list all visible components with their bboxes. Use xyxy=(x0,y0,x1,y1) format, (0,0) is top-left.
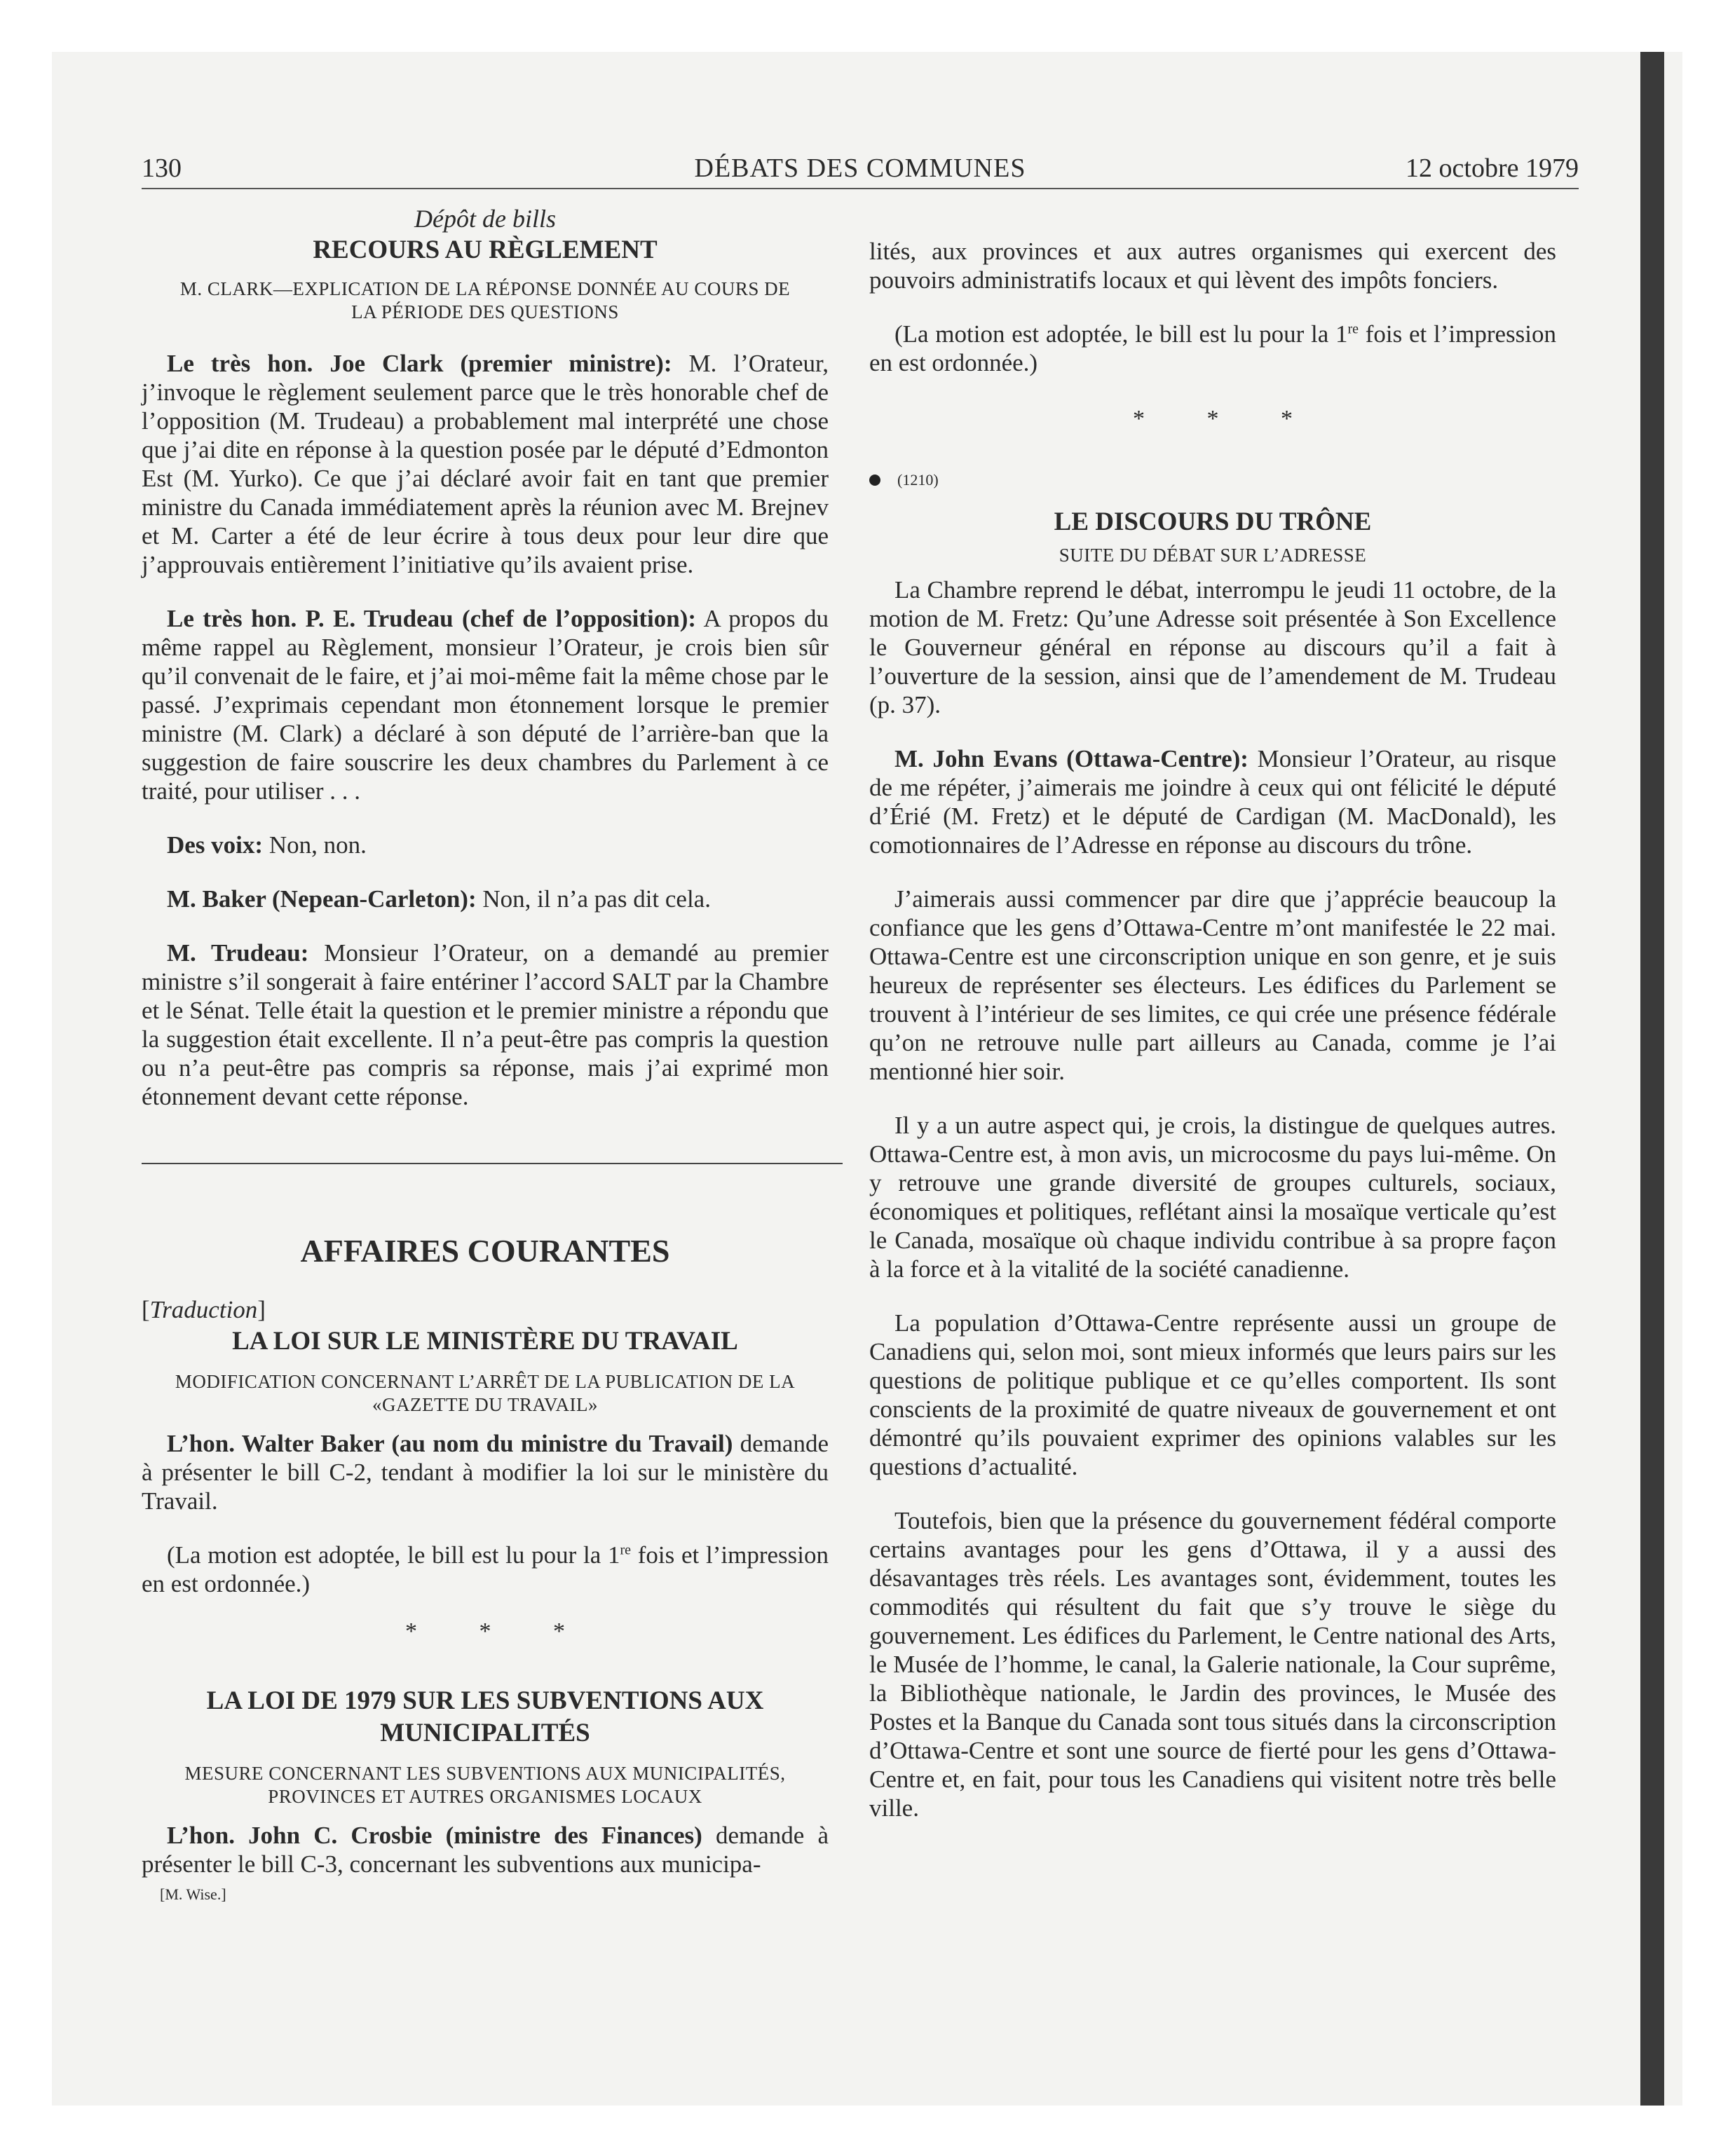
speaker-clark: Le très hon. Joe Clark (premier ministre): xyxy=(167,350,672,377)
subheading-gazette: MODIFICATION CONCERNANT L’ARRÊT DE LA PUBLICATION DE LA «GAZETTE DU TRAVAIL» xyxy=(175,1371,796,1415)
speaker-evans: M. John Evans (Ottawa-Centre): xyxy=(894,745,1248,772)
time-marker xyxy=(869,470,1556,491)
paragraph-confiance: J’aimerais aussi commencer par dire que j’apprécie beaucoup la confiance que les gens d’Ottawa-Centre m’ont manifestée le 22 mai. Ottawa-Centre est une circonscription unique en son genre, et je suis heureux de représenter ses électeurs. Les édifices du Parlement se trouvent à l’intérieur de ses limites, ce qui crée une présence fédérale qu’on ne retrouve nulle part ailleurs au Canada, comme je l’ai mentionné hier soir. xyxy=(869,885,1556,1085)
heading-subventions: LA LOI DE 1979 SUR LES SUBVENTIONS AUX MUNICIPALITÉS xyxy=(206,1686,764,1747)
speaker-trudeau-2: M. Trudeau: xyxy=(167,939,309,967)
speaker-walter-baker: L’hon. Walter Baker (au nom du ministre du Travail) xyxy=(167,1430,733,1457)
heading-discours-trone: LE DISCOURS DU TRÔNE xyxy=(1054,507,1372,536)
section-label: Dépôt de bills xyxy=(414,205,556,233)
speech-clark: Le très hon. Joe Clark (premier ministre): M. l’Orateur, j’invoque le règlement seulement parce que le très honorable chef de l’opposition (M. Trudeau) a probablement mal interprété une chose que j’ai dite en réponse à la question posée par le député d’Edmonton Est (M. Yurko). Ce que j’ai déclaré avoir fait en tant que premier ministre du Canada immédiatement après la réunion avec M. Brejnev et M. Carter a été de leur écrire à tous deux pour leur dire que j’approuvais entièrement l’initiative qu’ils avaient prise. xyxy=(142,350,829,578)
paragraph-avantages: Toutefois, bien que la présence du gouvernement fédéral comporte certains avantages pour les gens d’Ottawa, il y a aussi des désavantages très réels. Les avantages sont, évidemment, toutes les commodités qui résultent du fait que s’y trouve le siège du gouvernement. Les édifices du Parlement, le Centre national des Arts, le Musée de l’homme, le canal, la Galerie nationale, la Cour suprême, la Bibliothèque nationale, le Jardin des provinces, le Musée des Postes et la Banque du Canada sont tous situés dans la circonscription d’Ottawa-Centre et sont une source de fierté pour les gens d’Ottawa-Centre et, en fait, pour tous les Canadiens qui visitent notre très belle ville. xyxy=(869,1507,1556,1822)
speaker-footnote: [M. Wise.] xyxy=(160,1885,226,1903)
page-number: 130 xyxy=(142,153,182,183)
speech-evans: M. John Evans (Ottawa-Centre): Monsieur l’Orateur, au risque de me répéter, j’aimerais me joindre à ceux qui ont félicité le député d’Érié (M. Fretz) et le député de Cardigan (M. MacDonald), les comotionnaires de l’Adresse en réponse au discours du trône. xyxy=(869,745,1556,859)
speech-walter-baker: L’hon. Walter Baker (au nom du ministre du Travail) demande à présenter le bill C-2, tendant à modifier la loi sur le ministère du Travail. xyxy=(142,1430,829,1515)
separator-stars: * * * xyxy=(405,1618,593,1644)
heading-affaires-courantes: AFFAIRES COURANTES xyxy=(300,1233,670,1269)
left-column xyxy=(142,203,829,1905)
speech-trudeau-2: M. Trudeau: Monsieur l’Orateur, on a demandé au premier ministre s’il songerait à faire entériner l’accord SALT par la Chambre et le Sénat. Telle était la question et le premier ministre a répondu que la suggestion était excellente. Il n’a peut-être pas compris la question ou n’a peut-être pas compris sa réponse, mais j’ai exprimé mon étonnement devant cette réponse. xyxy=(142,939,829,1110)
heading-loi-travail: LA LOI SUR LE MINISTÈRE DU TRAVAIL xyxy=(232,1327,738,1356)
time-marker-label: (1210) xyxy=(897,471,939,489)
subheading-clark: M. CLARK—EXPLICATION DE LA RÉPONSE DONNÉE AU COURS DE LA PÉRIODE DES QUESTIONS xyxy=(179,278,791,322)
motion-adopted-c2: (La motion est adoptée, le bill est lu pour la 1re fois et l’impression en est ordonnée.) xyxy=(142,1541,829,1597)
heading-recours: RECOURS AU RÈGLEMENT xyxy=(313,236,658,264)
separator-stars-right: * * * xyxy=(1133,406,1321,432)
speech-voix: Des voix: Non, non. xyxy=(167,831,367,859)
paragraph-microcosme: Il y a un autre aspect qui, je crois, la distingue de quelques autres. Ottawa-Centre est, à mon avis, un microcosme du pays lui-même. On y retrouve une grande diversité de groupes culturels, sociaux, économiques et politiques, reflétant ainsi la mosaïque verticale qu’est le Canada, mosaïque où chaque individu contribue à sa propre façon à la force et à la vitalité de la société canadienne. xyxy=(869,1112,1556,1283)
speech-trudeau: Le très hon. P. E. Trudeau (chef de l’opposition): A propos du même rappel au Règlement, monsieur l’Orateur, je crois bien sûr qu’il convenait de le faire, et j’ai moi-même fait la même chose par le passé. J’exprimais cependant mon étonnement lorsque le premier ministre (M. Clark) a déclaré à son député de l’arrière-ban que la suggestion de faire souscrire les deux chambres du Parlement à ce traité, pour utiliser . . . xyxy=(142,605,829,805)
speaker-crosbie: L’hon. John C. Crosbie (ministre des Finances) xyxy=(167,1822,702,1849)
motion-adopted-c3: (La motion est adoptée, le bill est lu pour la 1re fois et l’impression en est ordonnée.) xyxy=(869,320,1556,376)
page-header xyxy=(142,149,1579,189)
speaker-trudeau: Le très hon. P. E. Trudeau (chef de l’opposition): xyxy=(167,605,697,632)
right-column xyxy=(869,237,1556,1822)
publication-title: DÉBATS DES COMMUNES xyxy=(694,153,1026,183)
speaker-voix: Des voix: xyxy=(167,831,264,859)
speaker-baker: M. Baker (Nepean-Carleton): xyxy=(167,885,477,913)
speech-crosbie: L’hon. John C. Crosbie (ministre des Finances) demande à présenter le bill C-3, concernant les subventions aux municipa- xyxy=(142,1822,829,1878)
subheading-subventions: MESURE CONCERNANT LES SUBVENTIONS AUX MUNICIPALITÉS, PROVINCES ET AUTRES ORGANISMES LOCAUX xyxy=(184,1763,786,1807)
paragraph-population: La population d’Ottawa-Centre représente aussi un groupe de Canadiens qui, selon moi, sont mieux informés que leurs pairs sur les questions de politique publique et ce qu’elles comportent. Ils sont conscients de la proximité de quatre niveaux de gouvernement et ont démontré qu’ils pouvaient exprimer des opinions valables sur les questions d’actualité. xyxy=(869,1309,1556,1480)
crosbie-continuation: lités, aux provinces et aux autres organismes qui exercent des pouvoirs administratifs locaux et qui lèvent des impôts fonciers. xyxy=(869,238,1556,294)
binding-edge xyxy=(1640,52,1664,2106)
paragraph-debat: La Chambre reprend le débat, interrompu le jeudi 11 octobre, de la motion de M. Fretz: Qu’une Adresse soit présentée à Son Excellence le Gouverneur général en réponse au discours qu’il a fait à l’ouverture de la session, ainsi que de l’amendement de M. Trudeau (p. 37). xyxy=(869,576,1556,718)
translation-note: [Traduction] xyxy=(142,1296,266,1323)
speech-baker: M. Baker (Nepean-Carleton): Non, il n’a pas dit cela. xyxy=(167,885,711,913)
bullet-dot-icon xyxy=(869,475,880,486)
page-date: 12 octobre 1979 xyxy=(1406,153,1579,183)
subheading-adresse: SUITE DU DÉBAT SUR L’ADRESSE xyxy=(1059,545,1367,566)
